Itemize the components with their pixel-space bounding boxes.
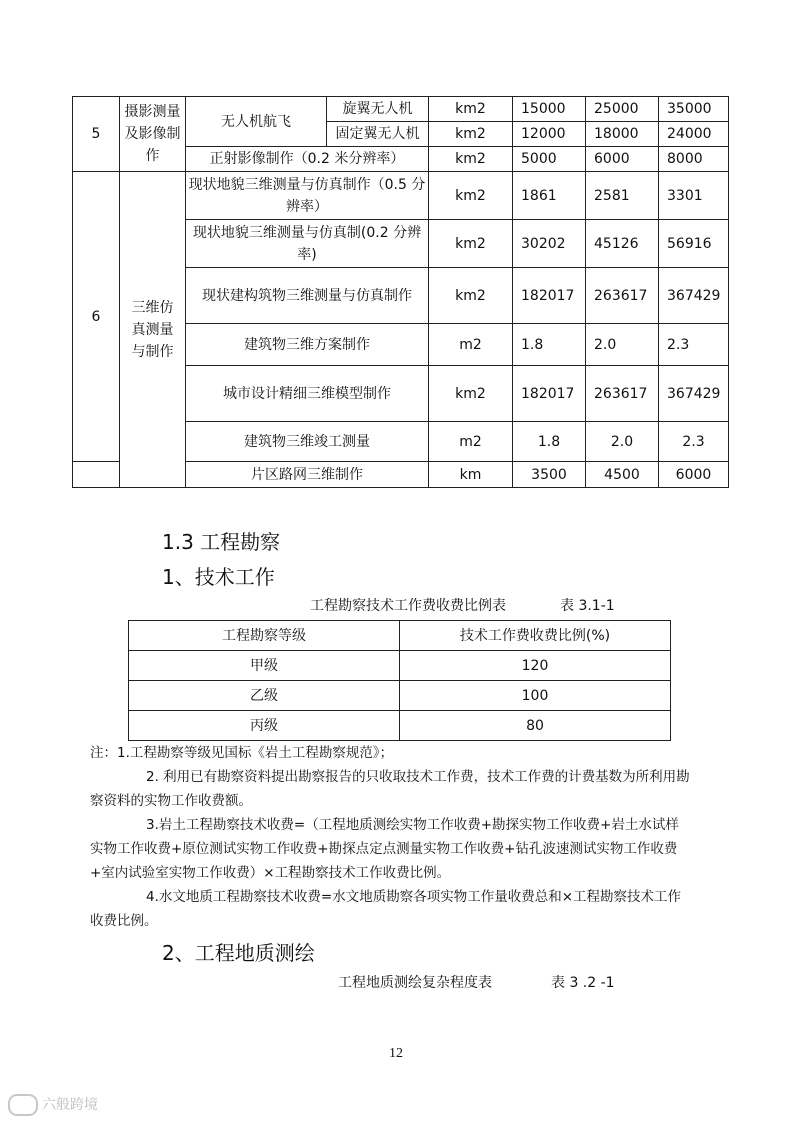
grade-cell: 乙级 bbox=[129, 681, 400, 711]
category-photogrammetry: 摄影测量及影像制作 bbox=[120, 97, 186, 172]
value-cell: 2.3 bbox=[659, 324, 729, 366]
value-cell: 2.3 bbox=[659, 422, 729, 462]
value-cell: 15000 bbox=[513, 97, 586, 122]
item-ortho-image: 正射影像制作（0.2 米分辨率） bbox=[186, 147, 429, 172]
unit-cell: km2 bbox=[429, 220, 513, 268]
value-cell: 367429 bbox=[659, 366, 729, 422]
uav-item: 无人机航飞 bbox=[186, 97, 327, 147]
unit-cell: m2 bbox=[429, 324, 513, 366]
empty-no-cell bbox=[73, 462, 120, 488]
unit-cell: km2 bbox=[429, 147, 513, 172]
table2-number: 表 3.1-1 bbox=[560, 598, 615, 614]
section-title: 1.3 工程勘察 bbox=[162, 530, 281, 554]
header-grade: 工程勘察等级 bbox=[129, 621, 400, 651]
item-road-network: 片区路网三维制作 bbox=[186, 462, 429, 488]
value-cell: 25000 bbox=[586, 97, 659, 122]
value-cell: 8000 bbox=[659, 147, 729, 172]
note-3: 3.岩土工程勘察技术收费=（工程地质测绘实物工作收费+勘探实物工作收费+岩土水试样实物工作收费+原位测试实物工作收费+勘探点定点测量实物工作收费+钻孔波速测试实物工作收费+室内试验室实物工作收费）×工程勘察技术工作收费比例。 bbox=[90, 817, 679, 881]
value-cell: 2.0 bbox=[586, 422, 659, 462]
value-cell: 30202 bbox=[513, 220, 586, 268]
header-ratio: 技术工作费收费比例(%) bbox=[400, 621, 671, 651]
grade-cell: 丙级 bbox=[129, 711, 400, 741]
ratio-cell: 120 bbox=[400, 651, 671, 681]
watermark bbox=[8, 1094, 98, 1116]
fee-ratio-table bbox=[128, 620, 671, 741]
value-cell: 6000 bbox=[659, 462, 729, 488]
value-cell: 1.8 bbox=[513, 324, 586, 366]
value-cell: 263617 bbox=[586, 268, 659, 324]
value-cell: 182017 bbox=[513, 366, 586, 422]
value-cell: 45126 bbox=[586, 220, 659, 268]
value-cell: 5000 bbox=[513, 147, 586, 172]
item-terrain-02: 现状地貌三维测量与仿真制(0.2 分辨率) bbox=[186, 220, 429, 268]
unit-cell: m2 bbox=[429, 422, 513, 462]
category-3d-simulation bbox=[120, 172, 186, 488]
value-cell: 56916 bbox=[659, 220, 729, 268]
grade-cell: 甲级 bbox=[129, 651, 400, 681]
value-cell: 18000 bbox=[586, 122, 659, 147]
value-cell: 367429 bbox=[659, 268, 729, 324]
ratio-cell: 100 bbox=[400, 681, 671, 711]
item-completion-survey: 建筑物三维竣工测量 bbox=[186, 422, 429, 462]
unit-cell: km2 bbox=[429, 172, 513, 220]
value-cell: 6000 bbox=[586, 147, 659, 172]
table3-caption: 工程地质测绘复杂程度表 bbox=[338, 975, 492, 991]
unit-cell: km2 bbox=[429, 366, 513, 422]
watermark-text: 六般跨境 bbox=[42, 1097, 98, 1113]
fee-table-continued bbox=[72, 96, 729, 488]
unit-cell: km2 bbox=[429, 122, 513, 147]
value-cell: 3500 bbox=[513, 462, 586, 488]
item-terrain-05: 现状地貌三维测量与仿真制作（0.5 分辨率） bbox=[186, 172, 429, 220]
subsection-tech-work: 1、技术工作 bbox=[162, 565, 275, 589]
item-fixed-wing-uav: 固定翼无人机 bbox=[327, 122, 429, 147]
value-cell: 182017 bbox=[513, 268, 586, 324]
page-number: 12 bbox=[389, 1046, 403, 1061]
row-no-6: 6 bbox=[73, 172, 120, 462]
note-1: 注：1.工程勘察等级见国标《岩土工程勘察规范》； bbox=[90, 745, 394, 761]
value-cell: 24000 bbox=[659, 122, 729, 147]
item-buildings-survey: 现状建构筑物三维测量与仿真制作 bbox=[186, 268, 429, 324]
item-building-scheme: 建筑物三维方案制作 bbox=[186, 324, 429, 366]
table3-number: 表 3 .2 -1 bbox=[551, 975, 615, 991]
item-rotor-uav: 旋翼无人机 bbox=[327, 97, 429, 122]
value-cell: 263617 bbox=[586, 366, 659, 422]
watermark-logo-icon bbox=[8, 1094, 38, 1116]
unit-cell: km2 bbox=[429, 97, 513, 122]
ratio-cell: 80 bbox=[400, 711, 671, 741]
subsection-geology-mapping: 2、工程地质测绘 bbox=[162, 941, 315, 965]
value-cell: 35000 bbox=[659, 97, 729, 122]
value-cell: 4500 bbox=[586, 462, 659, 488]
note-4: 4.水文地质工程勘察技术收费=水文地质勘察各项实物工作量收费总和×工程勘察技术工作收费比例。 bbox=[90, 889, 682, 929]
value-cell: 2581 bbox=[586, 172, 659, 220]
unit-cell: km bbox=[429, 462, 513, 488]
value-cell: 12000 bbox=[513, 122, 586, 147]
item-city-design-model: 城市设计精细三维模型制作 bbox=[186, 366, 429, 422]
category-label: 三维仿真测量与制作 bbox=[131, 299, 174, 360]
unit-cell: km2 bbox=[429, 268, 513, 324]
value-cell: 1.8 bbox=[513, 422, 586, 462]
table2-caption: 工程勘察技术工作费收费比例表 bbox=[310, 598, 506, 614]
value-cell: 1861 bbox=[513, 172, 586, 220]
value-cell: 3301 bbox=[659, 172, 729, 220]
value-cell: 2.0 bbox=[586, 324, 659, 366]
row-no-5: 5 bbox=[73, 97, 120, 172]
note-2: 2. 利用已有勘察资料提出勘察报告的只收取技术工作费，技术工作费的计费基数为所利用勘察资料的实物工作收费额。 bbox=[90, 769, 690, 809]
